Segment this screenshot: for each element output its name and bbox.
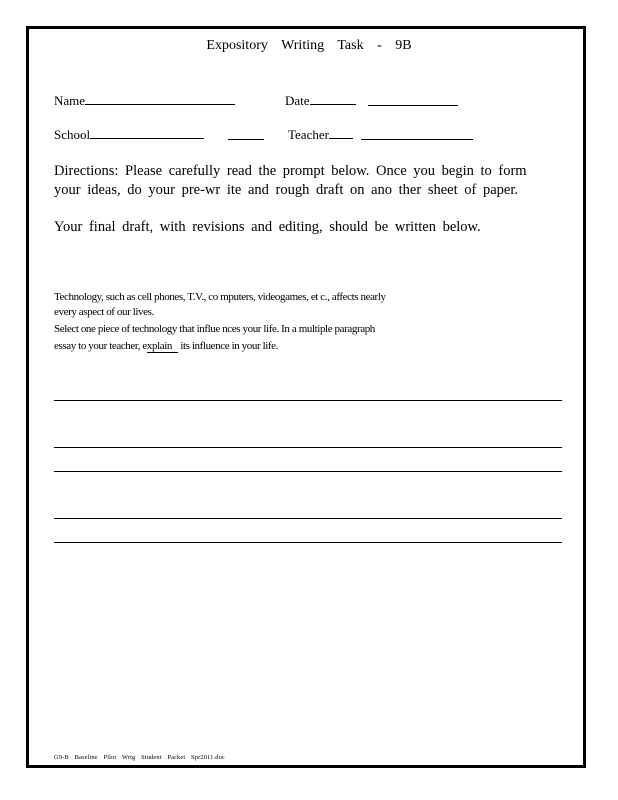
- date-blank-extra[interactable]: [368, 105, 458, 106]
- prompt-line-3: Select one piece of technology that influe nces your life. In a multiple paragraph: [54, 323, 375, 335]
- teacher-field: [288, 126, 353, 143]
- prompt-line-4-end: its influence in your life.: [178, 340, 278, 352]
- directions-line-1: Directions: Please carefully read the prompt below. Once you begin to form: [54, 163, 527, 179]
- answer-line[interactable]: [54, 400, 562, 401]
- name-label: Name: [54, 93, 86, 108]
- teacher-blank-extra[interactable]: [361, 139, 473, 140]
- page-title: Expository Writing Task - 9B: [206, 38, 412, 53]
- prompt-line-1: Technology, such as cell phones, T.V., co mputers, videogames, et c., affects nearly: [54, 291, 386, 303]
- name-blank[interactable]: [85, 92, 235, 105]
- directions-line-3: Your final draft, with revisions and editing, should be written below.: [54, 219, 481, 235]
- school-field: [54, 126, 204, 143]
- date-field: [285, 92, 356, 109]
- prompt-line-4: [54, 338, 278, 355]
- school-blank-extra[interactable]: [228, 139, 264, 140]
- footer-text: G9-B Baseline Pilot Wrtg Student Packet Spr2011.doc: [54, 754, 225, 761]
- answer-line[interactable]: [54, 542, 562, 543]
- prompt-line-4-start: essay to your teacher, e: [54, 340, 147, 352]
- prompt-explain-word: xplain: [147, 340, 178, 353]
- date-blank[interactable]: [310, 92, 356, 105]
- school-label: School: [54, 127, 91, 142]
- date-label: Date: [285, 93, 310, 108]
- school-blank[interactable]: [90, 126, 204, 139]
- answer-line[interactable]: [54, 471, 562, 472]
- answer-line[interactable]: [54, 518, 562, 519]
- prompt-line-2: every aspect of our lives.: [54, 306, 154, 318]
- name-field: [54, 92, 235, 109]
- teacher-label: Teacher: [288, 127, 329, 142]
- directions-line-2: your ideas, do your pre-wr ite and rough draft on ano ther sheet of paper.: [54, 182, 518, 198]
- answer-line[interactable]: [54, 447, 562, 448]
- teacher-blank[interactable]: [329, 126, 353, 139]
